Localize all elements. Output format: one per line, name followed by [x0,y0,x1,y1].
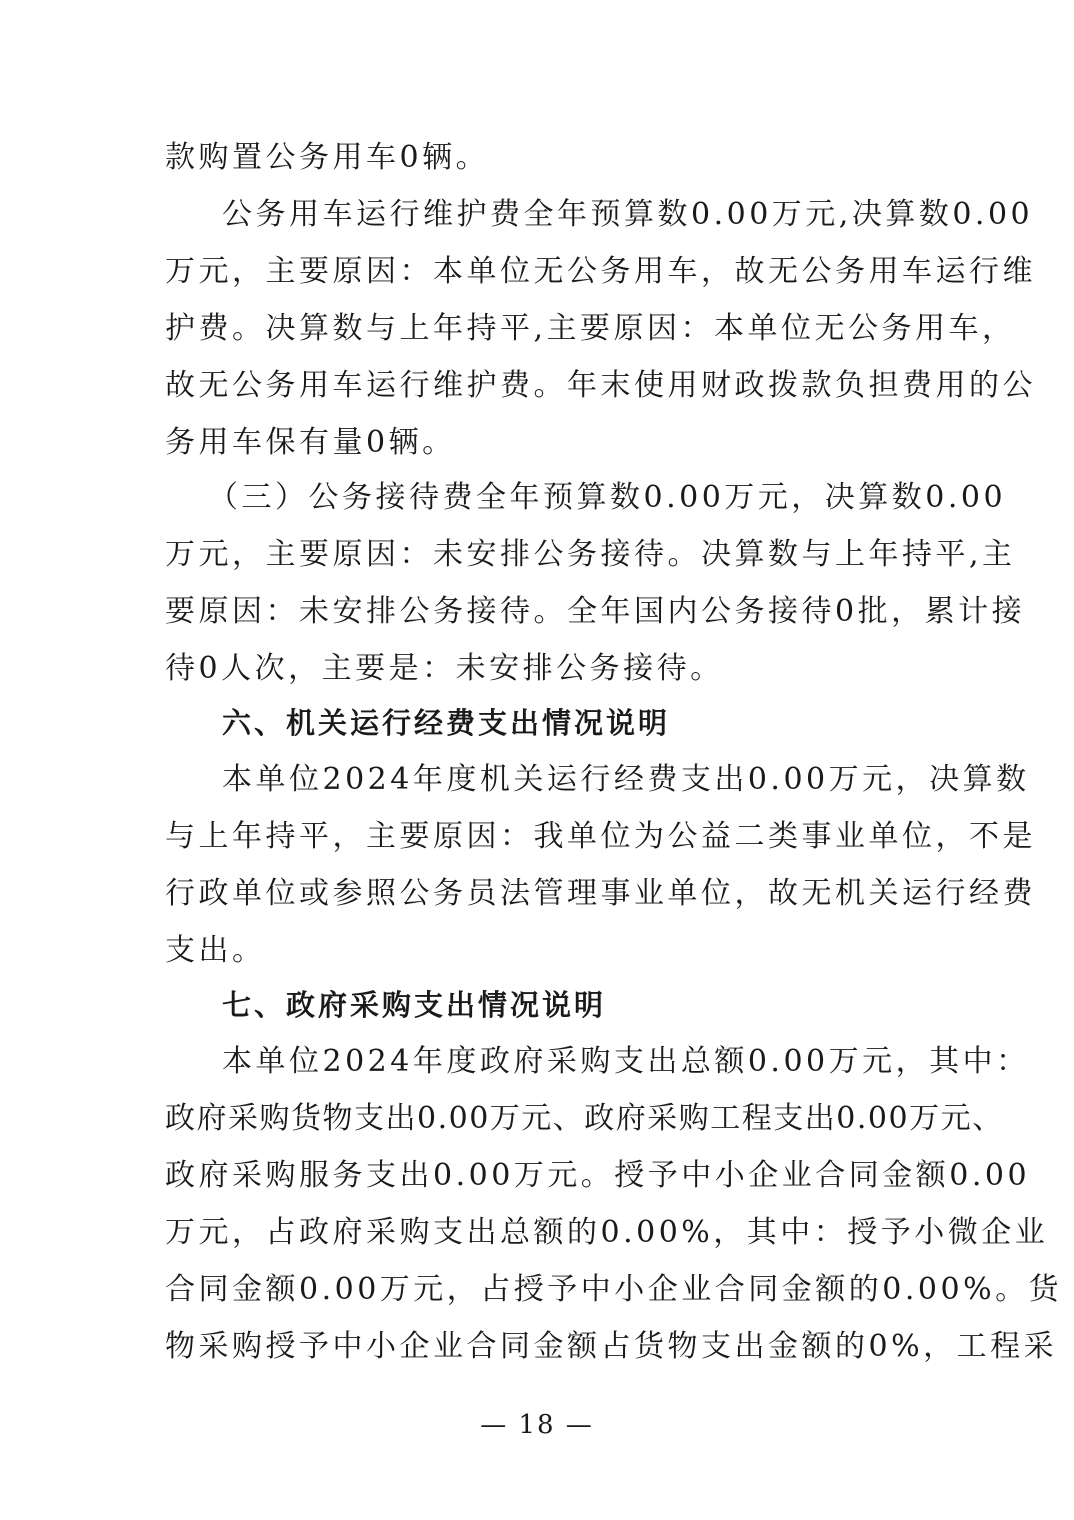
paragraph-line: 万元，主要原因：本单位无公务用车，故无公务用车运行维 [165,254,1036,289]
paragraph-line: 万元，主要原因：未安排公务接待。决算数与上年持平,主 [165,537,1016,572]
paragraph-line: （三）公务接待费全年预算数0.00万元，决算数0.00 [208,480,1007,515]
paragraph-line: 本单位2024年度机关运行经费支出0.00万元，决算数 [222,762,1030,797]
paragraph-line: 款购置公务用车0辆。 [165,140,490,175]
paragraph-line: 公务用车运行维护费全年预算数0.00万元,决算数0.00 [222,197,1034,232]
paragraph-line: 物采购授予中小企业合同金额占货物支出金额的0%，工程采 [165,1329,1058,1364]
paragraph-line: 政府采购服务支出0.00万元。授予中小企业合同金额0.00 [165,1158,1031,1193]
paragraph-line: 要原因：未安排公务接待。全年国内公务接待0批，累计接 [165,594,1026,629]
section-heading-7: 七、政府采购支出情况说明 [222,988,607,1022]
paragraph-line: 务用车保有量0辆。 [165,425,456,460]
paragraph-line: 待0人次，主要是：未安排公务接待。 [165,651,724,686]
paragraph-line: 故无公务用车运行维护费。年末使用财政拨款负担费用的公 [165,368,1036,403]
paragraph-line: 行政单位或参照公务员法管理事业单位，故无机关运行经费 [165,876,1036,911]
paragraph-line: 护费。决算数与上年持平,主要原因：本单位无公务用车， [165,311,1016,346]
section-heading-6: 六、机关运行经费支出情况说明 [222,706,671,740]
paragraph-line: 政府采购货物支出0.00万元、政府采购工程支出0.00万元、 [165,1101,1004,1136]
paragraph-line: 万元，占政府采购支出总额的0.00%，其中：授予小微企业 [165,1215,1049,1250]
paragraph-line: 与上年持平，主要原因：我单位为公益二类事业单位，不是 [165,819,1036,854]
paragraph-line: 本单位2024年度政府采购支出总额0.00万元，其中： [222,1044,1030,1079]
paragraph-line: 支出。 [165,933,266,968]
page-number: — 18 — [480,1410,594,1440]
paragraph-line: 合同金额0.00万元，占授予中小企业合同金额的0.00%。货 [165,1272,1063,1307]
